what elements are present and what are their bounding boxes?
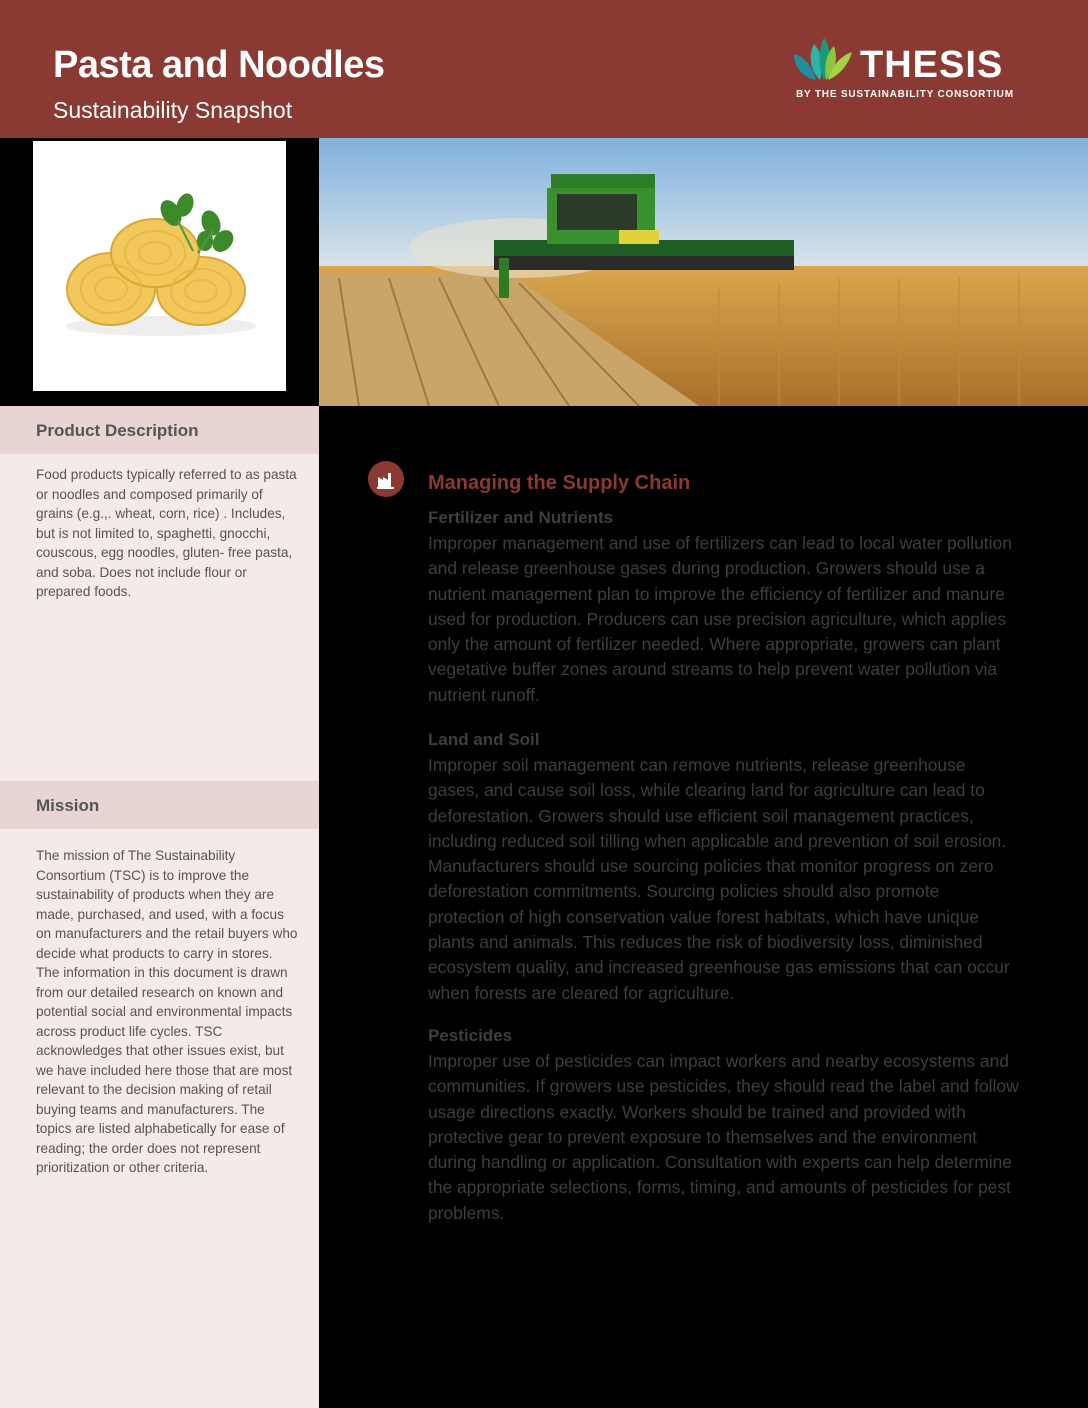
topic-heading: Fertilizer and Nutrients [428,508,614,527]
page-subtitle: Sustainability Snapshot [53,97,293,123]
thesis-logo [790,36,1030,106]
section-title: Managing the Supply Chain [428,472,691,494]
leaf-logo-icon [790,36,854,86]
topic-text: Improper use of pesticides can impact workers and nearby ecosystems and communities. If growers use pesticides, they should read the label and follow usage directions exactly. Workers should be trained and provided with protective gear to prevent exposure to themselves and the environment during handling or application. Consultation with experts can help determine the appropriate selections, forms, timing, and amounts of pesticides for pest problems. [428,1051,1019,1223]
topic-text: Improper management and use of fertilizers can lead to local water pollution and release greenhouse gases during production. Growers should use a nutrient management plan to improve the efficiency of fertilizer and manure used for production. Producers can use precision agriculture, which applies only the amount of fertilizer needed. Where appropriate, growers can plant vegetative buffer zones around streams to help prevent water pollution via nutrient runoff. [428,533,1012,705]
product-description-text: Food products typically referred to as pasta or noodles and composed primarily of grains (e.g.,. wheat, corn, rice) . Includes, but is not limited to, spaghetti, gnocchi, couscous, egg noodles, gluten- free pasta, and soba. Does not include flour or prepared foods. [36,467,297,599]
topic-heading: Land and Soil [428,730,540,749]
topic-text: Improper soil management can remove nutrients, release greenhouse gases, and cause soil loss, while clearing land for agriculture can lead to deforestation. Growers should use efficient soil management practices, including reduced soil tilling when applicable and prevention of soil erosion. Manufacturers should use sourcing policies that monitor progress on zero deforestation commitments. Sourcing policies should also promote protection of high conservation value forest habitats, which have unique plants and animals. This reduces the risk of biodiversity loss, diminished ecosystem quality, and increased greenhouse gas emissions that can occur when forests are cleared for agriculture. [428,755,1010,1003]
product-description-heading-bar [0,406,319,454]
mission-heading: Mission [36,796,100,815]
factory-icon [368,461,404,497]
page-header [0,0,1088,138]
mission-text: The mission of The Sustainability Consortium (TSC) is to improve the sustainability of products when they are made, purchased, and used, with a focus on manufacturers and the retail buyers who decide what products to carry in stores. The information in this document is drawn from our detailed research on known and potential social and environmental impacts across product life cycles. TSC acknowledges that other issues exist, but we have included here those that are most relevant to the decision making of retail buying teams and manufacturers. The topics are listed alphabetically for ease of reading; the order does not represent prioritization or other criteria. [36,848,298,1175]
product-description-heading: Product Description [36,421,199,440]
logo-wordmark: THESIS [860,44,1004,86]
pasta-image [33,141,286,391]
mission-heading-bar [0,781,319,829]
page-title: Pasta and Noodles [53,44,385,86]
logo-tagline: BY THE SUSTAINABILITY CONSORTIUM [796,89,1014,100]
topic-heading: Pesticides [428,1026,513,1045]
harvest-photo [319,138,1088,406]
